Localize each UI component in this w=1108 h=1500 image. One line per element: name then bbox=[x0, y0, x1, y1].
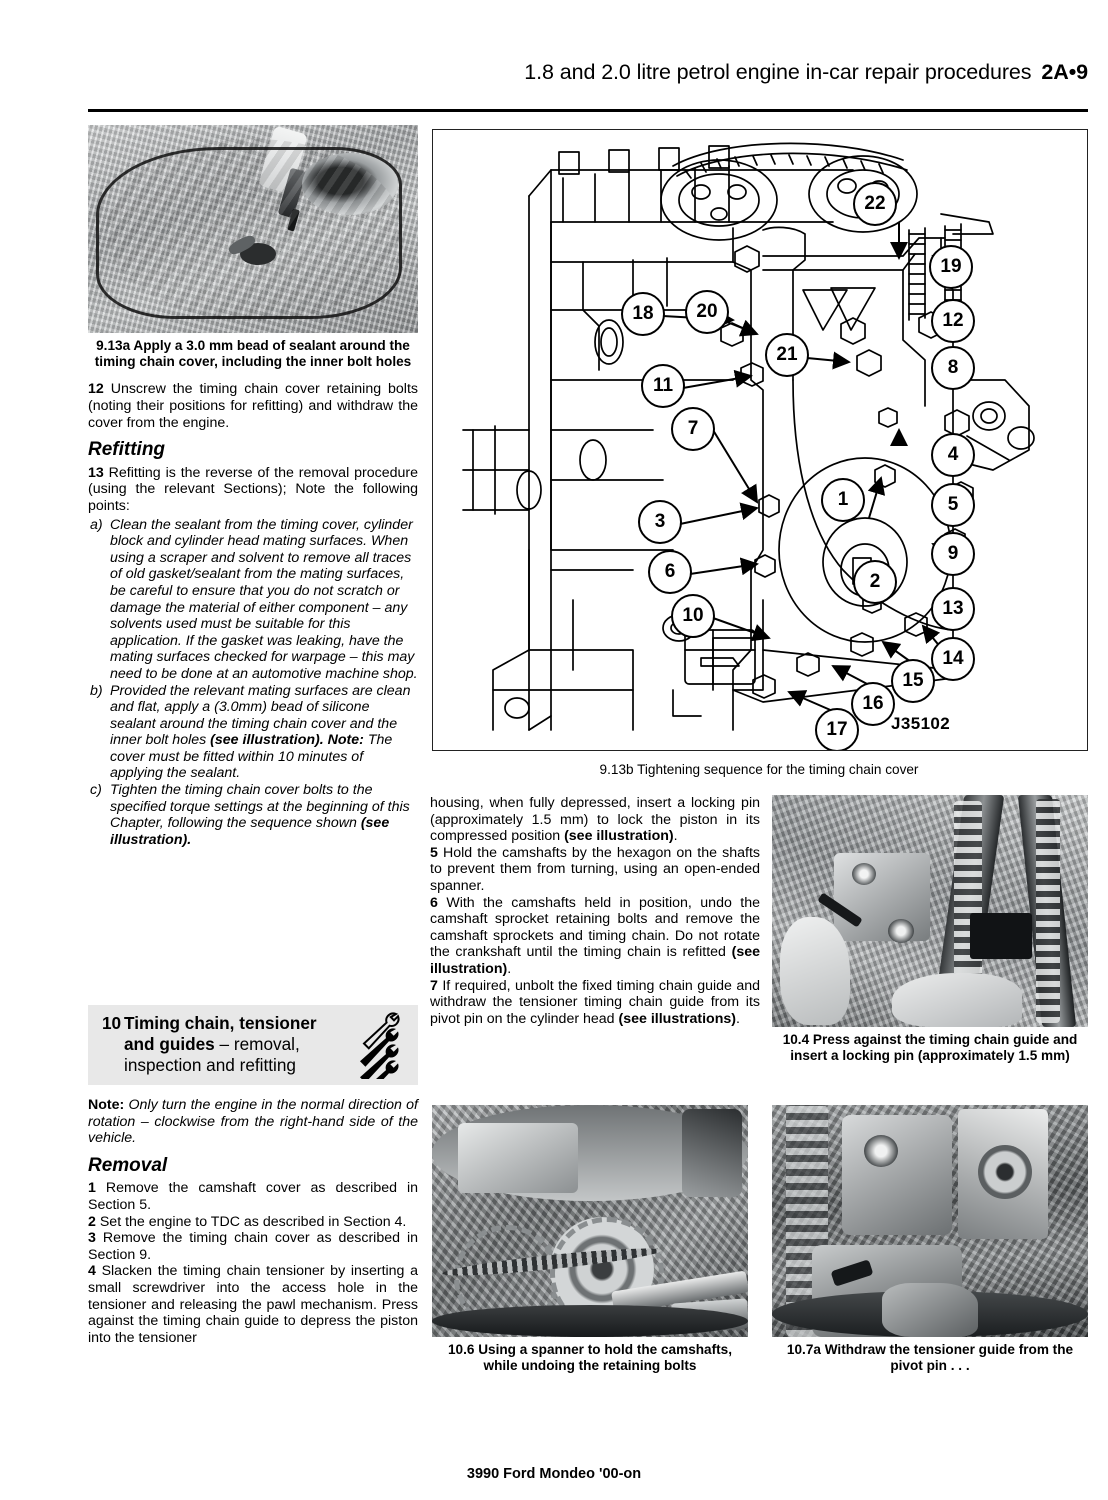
paragraph-13-number: 13 bbox=[88, 464, 104, 481]
point-b-marker: b) bbox=[90, 682, 103, 699]
callout-16: 16 bbox=[851, 682, 895, 726]
callout-11: 11 bbox=[641, 364, 685, 408]
removal-step-4 bbox=[88, 1263, 418, 1346]
section-title-bold: Timing chain, tensioner and guides bbox=[124, 1013, 317, 1054]
paragraph-12-text: Unscrew the timing chain cover retaining bolts (noting their positions for refitting) and withdraw the cover from the engine. bbox=[88, 381, 418, 431]
step-2-text: Set the engine to TDC as described in Section 4. bbox=[99, 1213, 407, 1230]
callout-19: 19 bbox=[929, 245, 973, 289]
paragraph-12 bbox=[88, 381, 418, 431]
callout-21: 21 bbox=[765, 333, 809, 377]
callout-5: 5 bbox=[931, 483, 975, 527]
step-1-number: 1 bbox=[88, 1180, 96, 1197]
heading-refitting: Refitting bbox=[88, 439, 166, 461]
photo-10-6 bbox=[432, 1105, 748, 1337]
photo-9-13a bbox=[88, 125, 418, 333]
point-a-text: Clean the sealant from the timing cover, cylinder block and cylinder head mating surfaces. When using a scraper and solvent to remove all traces of old gasket/sealant from the mating surfaces, be careful to ensure that you do not scratch or damage the material of either component – any solvents used must be suitable for this application. If the gasket was leaking, have the mating surfaces checked for warpage – this may need to be done at an automotive machine shop. bbox=[110, 516, 418, 682]
continuation-text-2: . bbox=[673, 828, 678, 845]
continuation-text-1: housing, when fully depressed, insert a locking pin (approximately 1.5 mm) to lock the piston in its compressed position bbox=[430, 795, 760, 845]
section-title bbox=[124, 1013, 339, 1076]
figure-10-4 bbox=[772, 795, 1088, 1064]
figure-10-7a bbox=[772, 1105, 1088, 1374]
callout-22: 22 bbox=[853, 182, 897, 226]
figure-9-13b bbox=[432, 129, 1088, 751]
callout-7: 7 bbox=[671, 407, 715, 451]
mid-step-6-number: 6 bbox=[430, 894, 438, 911]
mid-step-6-bold-1: (see illustration) bbox=[430, 944, 760, 977]
paragraph-13-text: Refitting is the reverse of the removal procedure (using the relevant Sections); Note the following points: bbox=[88, 464, 418, 514]
refitting-point-b bbox=[88, 683, 418, 783]
heading-removal: Removal bbox=[88, 1154, 168, 1176]
mid-step-7 bbox=[430, 978, 760, 1028]
callout-10: 10 bbox=[671, 594, 715, 638]
paragraph-12-number: 12 bbox=[88, 381, 104, 398]
note-label: Note: bbox=[88, 1097, 125, 1113]
continuation-bold-1: (see illustration) bbox=[564, 828, 674, 845]
callout-1: 1 bbox=[821, 478, 865, 522]
mid-step-6-text-2: . bbox=[507, 960, 512, 977]
callout-6: 6 bbox=[648, 550, 692, 594]
paragraph-13 bbox=[88, 465, 418, 515]
page-footer: 3990 Ford Mondeo '00-on bbox=[466, 1466, 642, 1482]
photo-10-7a bbox=[772, 1105, 1088, 1337]
figure-9-13a bbox=[88, 125, 418, 370]
photo-10-4 bbox=[772, 795, 1088, 1027]
page-header-title: 1.8 and 2.0 litre petrol engine in-car repair procedures bbox=[524, 60, 1032, 84]
figure-10-4-caption: 10.4 Press against the timing chain guide and insert a locking pin (approximately 1.5 mm) bbox=[782, 1032, 1078, 1064]
point-c-bold-1: (see illustration). bbox=[110, 815, 390, 848]
callout-17: 17 bbox=[815, 708, 859, 751]
callout-15: 15 bbox=[891, 659, 935, 703]
figure-9-13a-caption: 9.13a Apply a 3.0 mm bead of sealant around the timing chain cover, including the inner bolt holes bbox=[94, 338, 412, 370]
callout-9: 9 bbox=[931, 532, 975, 576]
spanner-difficulty-icon bbox=[356, 1011, 412, 1079]
section-header-10 bbox=[88, 1005, 418, 1085]
callout-4: 4 bbox=[931, 433, 975, 477]
removal-step-1 bbox=[88, 1180, 418, 1213]
point-b-bold-1: (see illustration). Note: bbox=[210, 732, 364, 749]
callout-3: 3 bbox=[638, 500, 682, 544]
callout-18: 18 bbox=[621, 292, 665, 336]
step-4-number: 4 bbox=[88, 1263, 96, 1280]
left-column bbox=[88, 125, 418, 848]
figure-10-6-caption: 10.6 Using a spanner to hold the camshafts, while undoing the retaining bolts bbox=[447, 1342, 733, 1374]
callout-2: 2 bbox=[853, 560, 897, 604]
step-1-text: Remove the camshaft cover as described in Section 5. bbox=[88, 1180, 418, 1213]
point-c-text-1: Tighten the timing chain cover bolts to the specified torque settings at the beginning of this Chapter, following the sequence shown bbox=[110, 782, 410, 832]
header-rule bbox=[88, 109, 1088, 112]
step-3-number: 3 bbox=[88, 1230, 96, 1247]
left-column-lower bbox=[88, 1097, 418, 1346]
mid-step-7-bold-1: (see illustrations) bbox=[618, 1010, 736, 1027]
note-paragraph bbox=[88, 1097, 418, 1147]
middle-column bbox=[430, 795, 760, 1027]
step-4-text: Slacken the timing chain tensioner by inserting a small screwdriver into the access hole in the tensioner and releasing the pawl mechanism. Press against the timing chain guide to depress the piston into the tensioner bbox=[88, 1263, 418, 1346]
mid-step-6 bbox=[430, 895, 760, 978]
mid-step-5-text: Hold the camshafts by the hexagon on the shafts to prevent them from turning, using an open-ended spanner. bbox=[430, 844, 760, 894]
section-title-rest: – removal, inspection and refitting bbox=[124, 1034, 300, 1075]
page-header bbox=[88, 60, 1088, 85]
step-2-number: 2 bbox=[88, 1213, 96, 1230]
removal-step-2 bbox=[88, 1214, 418, 1231]
figure-10-7a-caption: 10.7a Withdraw the tensioner guide from the pivot pin . . . bbox=[786, 1342, 1074, 1374]
refitting-point-a bbox=[88, 517, 418, 683]
callout-20: 20 bbox=[685, 290, 729, 334]
step-3-text: Remove the timing chain cover as described in Section 9. bbox=[88, 1230, 418, 1263]
callout-12: 12 bbox=[931, 299, 975, 343]
note-text: Only turn the engine in the normal direction of rotation – clockwise from the right-hand side of the vehicle. bbox=[88, 1097, 418, 1147]
refitting-point-c bbox=[88, 782, 418, 848]
continuation-paragraph bbox=[430, 795, 760, 845]
mid-step-7-text-2: . bbox=[736, 1010, 740, 1027]
section-number: 10 bbox=[102, 1013, 122, 1033]
callout-8: 8 bbox=[931, 346, 975, 390]
figure-9-13b-caption-text: 9.13b Tightening sequence for the timing chain cover bbox=[599, 762, 919, 777]
mid-step-7-text-1: If required, unbolt the fixed timing chain guide and withdraw the tensioner timing chain guide from its pivot pin on the cylinder head bbox=[430, 977, 760, 1027]
mid-step-5-number: 5 bbox=[430, 844, 438, 861]
removal-step-3 bbox=[88, 1230, 418, 1263]
point-b-text-1: Provided the relevant mating surfaces are clean and flat, apply a (3.0mm) bead of silicone sealant around the timing chain cover and the inner bolt holes bbox=[110, 682, 411, 749]
point-c-marker: c) bbox=[90, 782, 102, 799]
callout-14: 14 bbox=[931, 637, 975, 681]
point-a-marker: a) bbox=[90, 516, 103, 533]
callout-13: 13 bbox=[931, 587, 975, 631]
mid-step-6-text-1: With the camshafts held in position, undo the camshaft sprocket retaining bolts and remove the camshaft sprockets and timing chain. Do not rotate the crankshaft until the timing chain is refitted bbox=[430, 894, 760, 961]
mid-step-5 bbox=[430, 845, 760, 895]
drawing-code: J35102 bbox=[891, 714, 951, 733]
timing-cover-sequence-drawing bbox=[433, 130, 1085, 748]
refitting-points-list bbox=[88, 517, 418, 849]
figure-9-13b-caption bbox=[432, 762, 1086, 778]
mid-step-7-number: 7 bbox=[430, 977, 438, 994]
figure-10-6 bbox=[432, 1105, 748, 1374]
chapter-page-ref: 2A•9 bbox=[1041, 60, 1088, 84]
point-b-text-2: The cover must be fitted within 10 minutes of applying the sealant. bbox=[110, 732, 393, 782]
section-header-text bbox=[102, 1013, 352, 1076]
